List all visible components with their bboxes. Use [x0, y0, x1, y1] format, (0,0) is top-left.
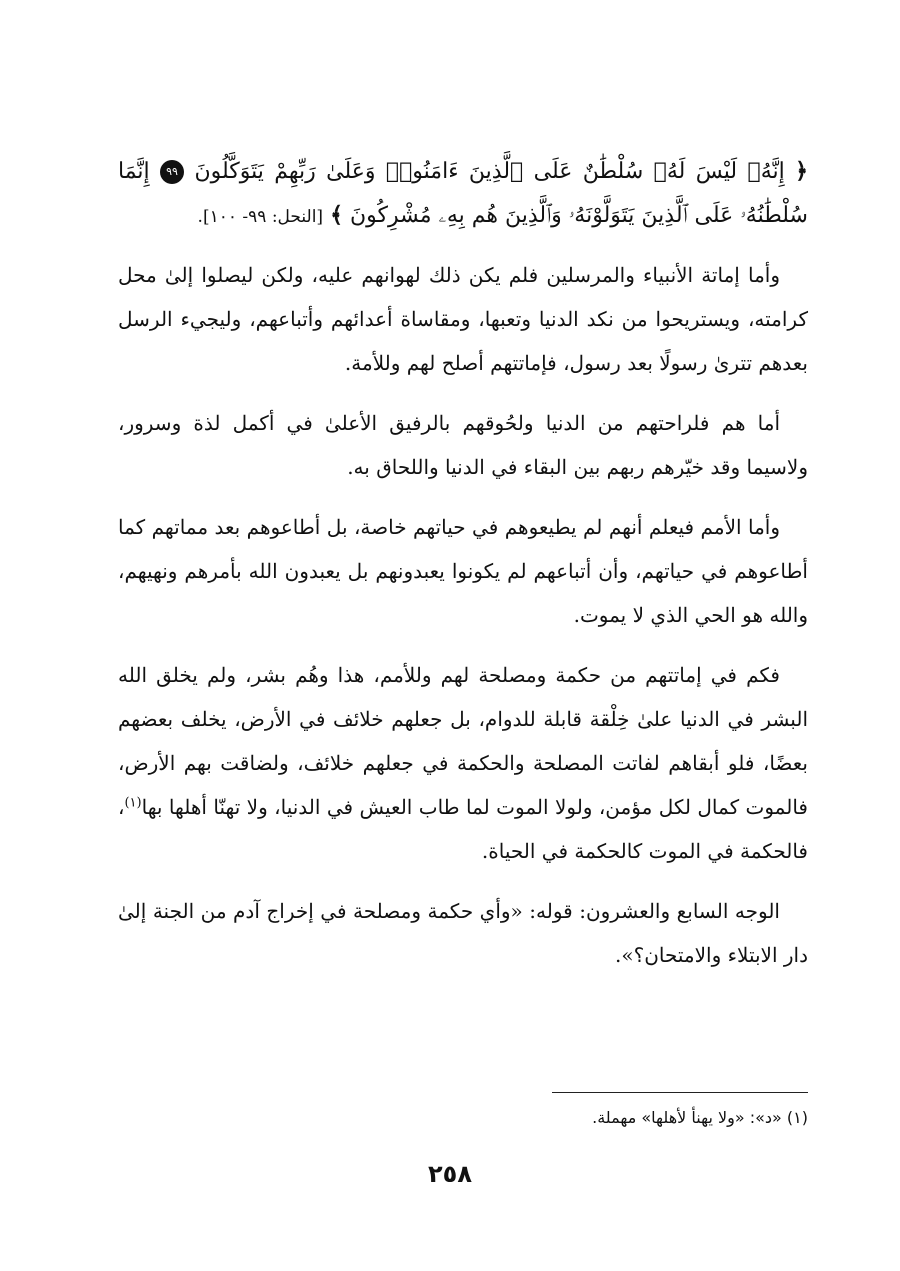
verse-text-99: إِنَّهُۥ لَيْسَ لَهُۥ سُلْطَٰنٌ عَلَى ٱلَّذِينَ ءَامَنُوا۟ وَعَلَىٰ رَبِّهِمْ يَتَوَكَّلُونَ: [194, 159, 785, 184]
quran-verse: [118, 150, 808, 239]
ayah-number-99: ٩٩: [160, 160, 184, 184]
footnote-divider: [552, 1092, 808, 1093]
verse-close-bracket: ﴾: [330, 203, 343, 228]
footnote-text: «د»: «ولا يهنأ لأهلها» مهملة.: [592, 1108, 782, 1127]
footnote-reference-mark[interactable]: (١): [124, 795, 142, 811]
footnote: [118, 1108, 808, 1127]
paragraph-3: وأما الأمم فيعلم أنهم لم يطيعوهم في حياتهم خاصة، بل أطاعوهم بعد مماتهم كما أطاعوهم في حياتهم، وأن أتباعهم لم يكونوا يعبدونهم بل يعبدون الله بأمرهم ونهيهم، والله هو الحي الذي لا يموت.: [118, 515, 808, 627]
verse-text-100: إِنَّمَا سُلْطَٰنُهُۥ عَلَى ٱلَّذِينَ يَتَوَلَّوْنَهُۥ وَٱلَّذِينَ هُم بِهِۦ مُشْرِكُونَ: [118, 159, 808, 228]
paragraph-2: أما هم فلراحتهم من الدنيا ولحُوقهم بالرفيق الأعلىٰ في أكمل لذة وسرور، ولاسيما وقد خيّرهم ربهم بين البقاء في الدنيا واللحاق به.: [118, 411, 808, 479]
verse-reference: [النحل: ٩٩- ١٠٠].: [197, 207, 324, 227]
page-body: [118, 150, 808, 993]
paragraph-4: [118, 653, 808, 873]
verse-open-bracket: ﴿: [795, 159, 809, 184]
paragraph-1: وأما إماتة الأنبياء والمرسلين فلم يكن ذلك لهوانهم عليه، ولكن ليصلوا إلىٰ محل كرامته، ويستريحوا من نكد الدنيا وتعبها، ومقاساة أعدائهم وأتباعهم، وليجيء الرسل بعدهم تترىٰ رسولًا بعد رسول، فإماتتهم أصلح لهم وللأمة.: [118, 263, 808, 375]
page-number: ٢٥٨: [428, 1160, 472, 1188]
footnote-marker: (١): [786, 1108, 808, 1127]
paragraph-4-end: ، فالحكمة في الموت كالحكمة في الحياة.: [118, 795, 808, 863]
paragraph-5: الوجه السابع والعشرون: قوله: «وأي حكمة ومصلحة في إخراج آدم من الجنة إلىٰ دار الابتلاء والامتحان؟».: [118, 899, 808, 967]
paragraph-4-main: فكم في إماتتهم من حكمة ومصلحة لهم وللأمم، هذا وهُم بشر، ولم يخلق الله البشر في الدنيا علىٰ خِلْقة قابلة للدوام، بل جعلهم خلائف في الأرض، يخلف بعضهم بعضًا، فلو أبقاهم لفاتت المصلحة والحكمة في جعلهم خلائف، ولضاقت بهم الأرض، فالموت كمال لكل مؤمن، ولولا الموت لما طاب العيش في الدنيا، ولا تهنّا أهلها بها: [118, 663, 808, 819]
